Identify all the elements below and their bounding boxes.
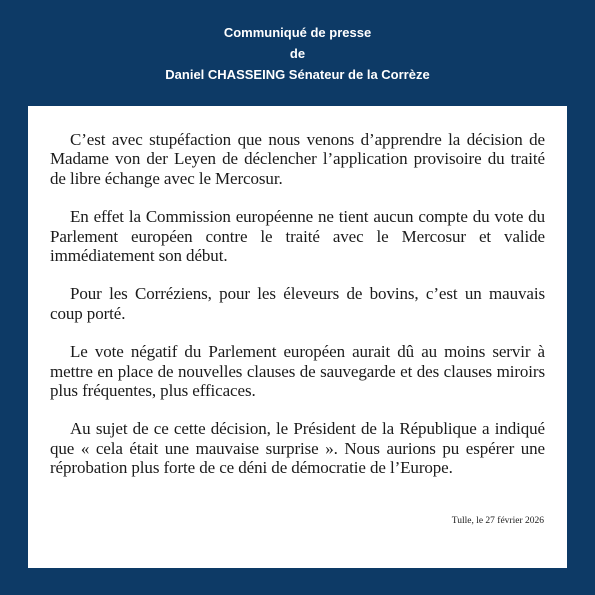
paragraph-5: Au sujet de ce cette décision, le Président de la République a indiqué que « cela était une mauvaise surprise ». Nous aurions pu espérer une réprobation plus forte de ce déni de démocratie de l’Europe. <box>50 419 545 478</box>
paragraph-2: En effet la Commission européenne ne tient aucun compte du vote du Parlement européen contre le traité avec le Mercosur et valide immédiatement son début. <box>50 207 545 266</box>
header-title: Communiqué de presse <box>223 25 372 40</box>
statement-card <box>28 106 567 568</box>
paragraph-1: C’est avec stupéfaction que nous venons d’apprendre la décision de Madame von der Leyen de déclencher l’application provisoire du traité de libre échange avec le Mercosur. <box>50 130 545 188</box>
press-release-header <box>0 22 595 85</box>
paragraph-4: Le vote négatif du Parlement européen aurait dû au moins servir à mettre en place de nouvelles clauses de sauvegarde et des clauses miroirs plus fréquentes, plus efficaces. <box>50 342 545 401</box>
paragraph-3: Pour les Corréziens, pour les éleveurs de bovins, c’est un mauvais coup porté. <box>50 284 545 323</box>
header-connector: de <box>289 46 306 61</box>
place-date-signature: Tulle, le 27 février 2026 <box>451 516 544 526</box>
header-author: Daniel CHASSEING Sénateur de la Corrèze <box>165 67 430 82</box>
